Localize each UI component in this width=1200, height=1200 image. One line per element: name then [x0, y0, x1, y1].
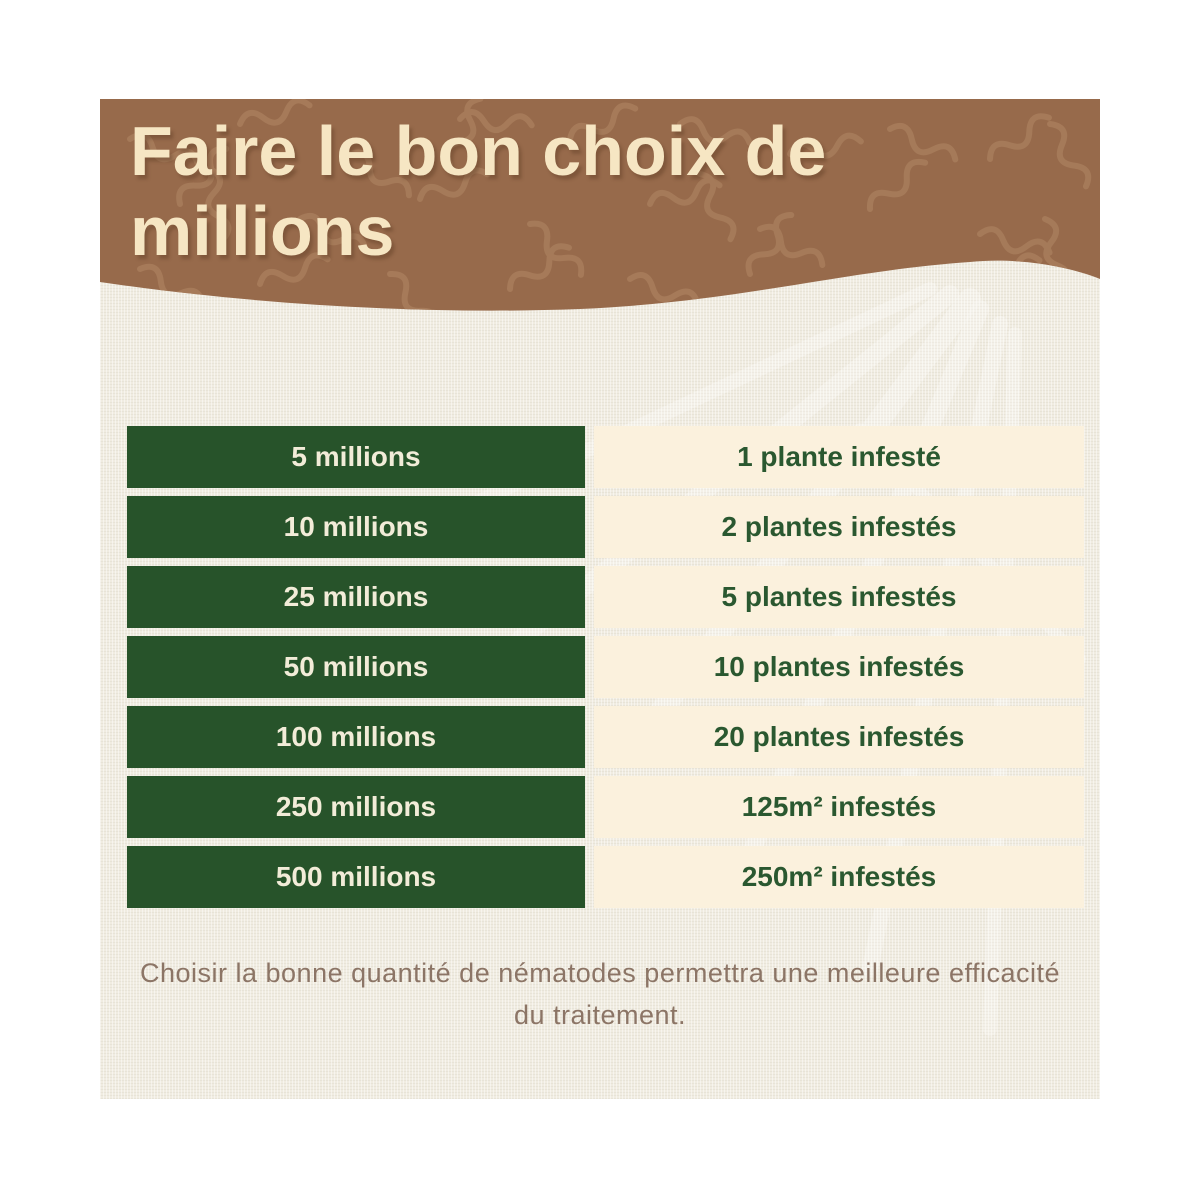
dose-cell: 500 millions	[127, 846, 585, 908]
caption-text: Choisir la bonne quantité de nématodes permettra une meilleure efficacité du traitement.	[139, 958, 1061, 1030]
table-row	[127, 846, 1084, 908]
dosage-table	[127, 426, 1084, 916]
table-row	[127, 566, 1084, 628]
result-cell: 250m² infestés	[594, 846, 1084, 908]
page-title	[130, 111, 1070, 271]
result-cell: 10 plantes infestés	[594, 636, 1084, 698]
page-title-line2: millions	[130, 192, 395, 270]
dose-cell: 10 millions	[127, 496, 585, 558]
dose-cell: 50 millions	[127, 636, 585, 698]
dose-cell: 250 millions	[127, 776, 585, 838]
dose-cell: 5 millions	[127, 426, 585, 488]
dose-cell: 100 millions	[127, 706, 585, 768]
result-cell: 1 plante infesté	[594, 426, 1084, 488]
table-row	[127, 496, 1084, 558]
table-row	[127, 426, 1084, 488]
table-row	[127, 776, 1084, 838]
dose-cell: 25 millions	[127, 566, 585, 628]
infographic-card	[100, 99, 1100, 1099]
result-cell: 125m² infestés	[594, 776, 1084, 838]
page-title-line1: Faire le bon choix de	[130, 112, 827, 190]
table-row	[127, 706, 1084, 768]
table-row	[127, 636, 1084, 698]
result-cell: 5 plantes infestés	[594, 566, 1084, 628]
result-cell: 2 plantes infestés	[594, 496, 1084, 558]
result-cell: 20 plantes infestés	[594, 706, 1084, 768]
